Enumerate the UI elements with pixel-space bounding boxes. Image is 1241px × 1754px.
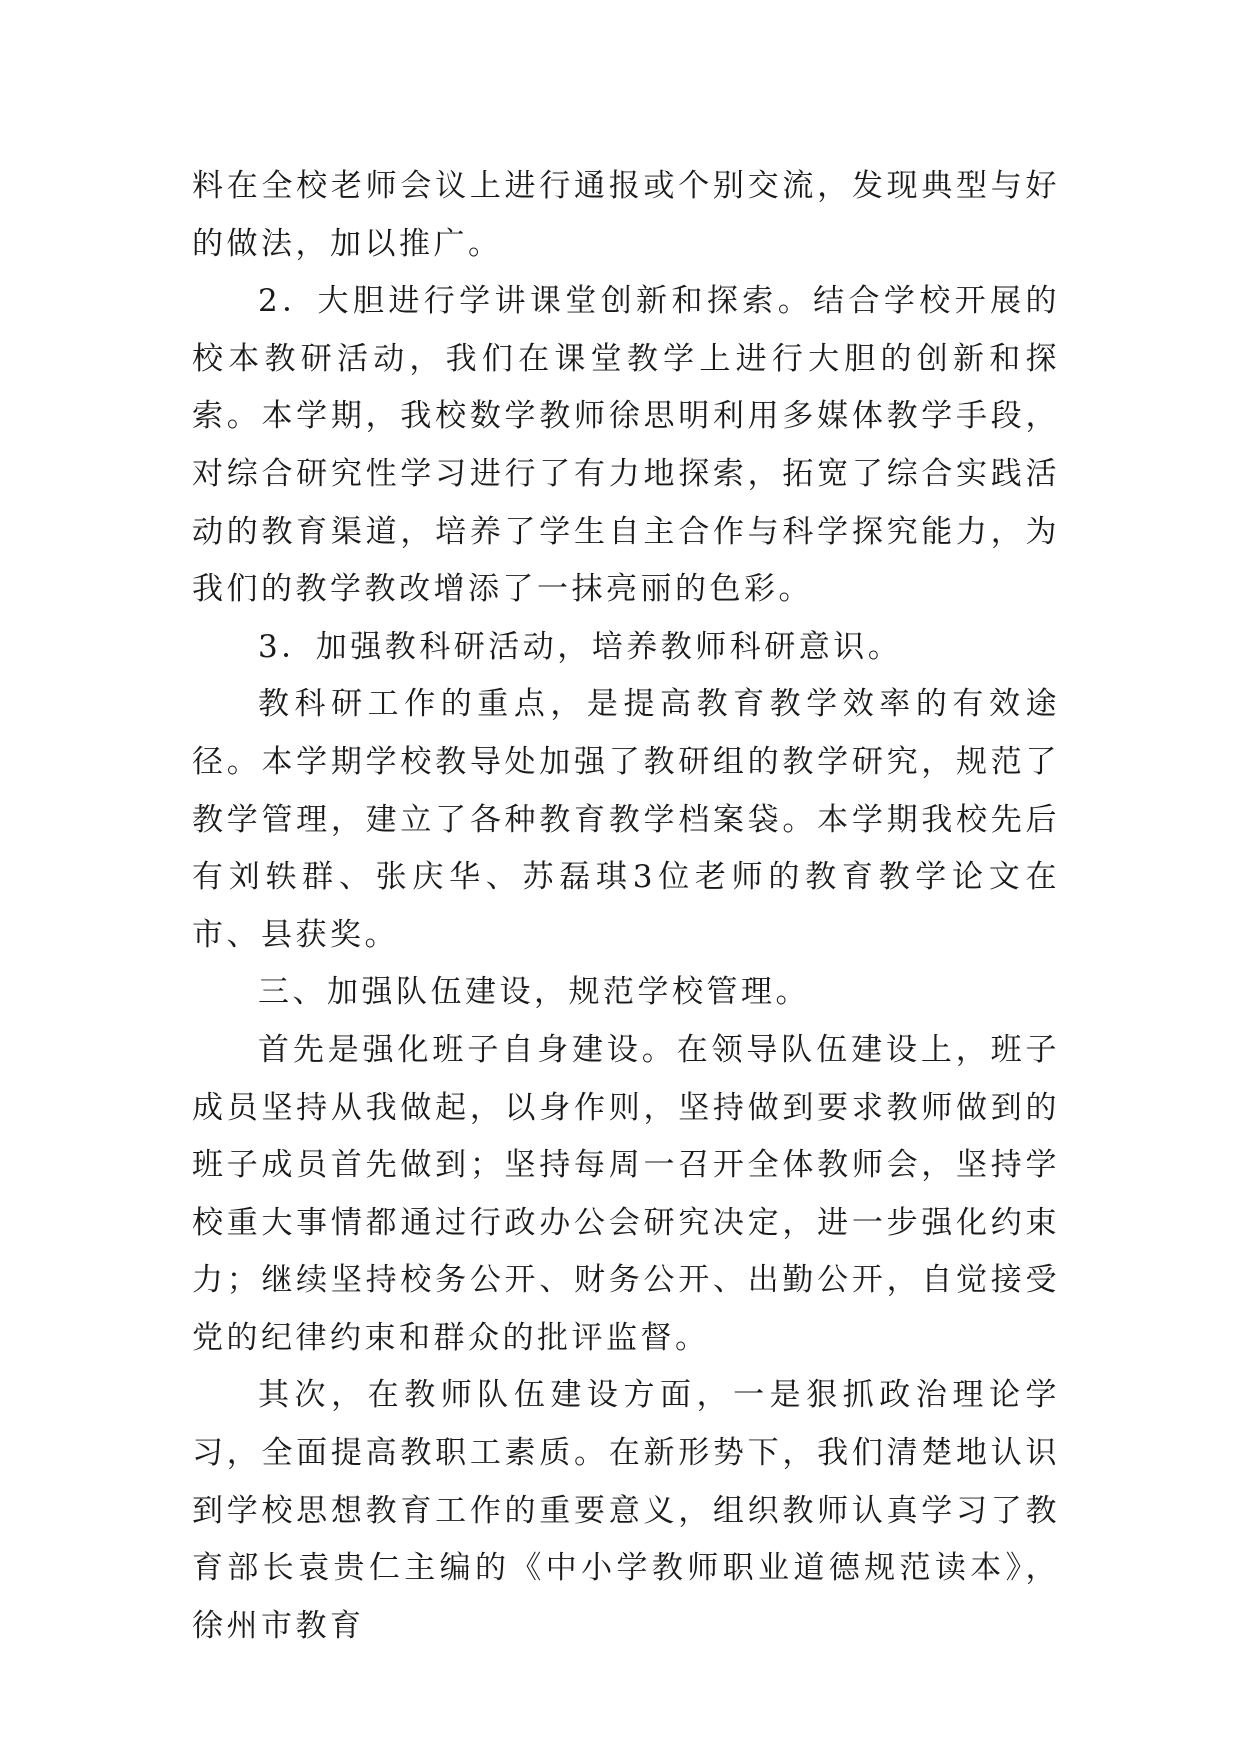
paragraph-teacher-team: 其次，在教师队伍建设方面，一是狠抓政治理论学习，全面提高教职工素质。在新形势下，我们清楚地认识到学校思想教育工作的重要意义，组织教师认真学习了教育部长袁贵仁主编的《中小学教师职业道德规范读本》，徐州市教育 xyxy=(192,1377,1060,1644)
paragraph-continuation: 料在全校老师会议上进行通报或个别交流，发现典型与好的做法，加以推广。 xyxy=(192,168,1060,262)
paragraph-research-heading: 3．加强教科研活动，培养教师科研意识。 xyxy=(258,628,903,665)
paragraph-leadership: 首先是强化班子自身建设。在领导队伍建设上，班子成员坚持从我做起，以身作则，坚持做到要求教师做到的班子成员首先做到；坚持每周一召开全体教师会，坚持学校重大事情都通过行政办公会研究决定，进一步强化约束力；继续坚持校务公开、财务公开、出勤公开，自觉接受党的纪律约束和群众的批评监督。 xyxy=(192,1031,1060,1356)
document-body xyxy=(192,158,1060,1655)
section-heading-team-building: 三、加强队伍建设，规范学校管理。 xyxy=(258,974,810,1011)
paragraph-classroom-innovation: 2．大胆进行学讲课堂创新和探索。结合学校开展的校本教研活动，我们在课堂教学上进行大胆的创新和探索。本学期，我校数学教师徐思明利用多媒体教学手段，对综合研究性学习进行了有力地探索，拓宽了综合实践活动的教育渠道，培养了学生自主合作与科学探究能力，为我们的教学教改增添了一抹亮丽的色彩。 xyxy=(192,283,1060,608)
paragraph-research-focus: 教科研工作的重点，是提高教育教学效率的有效途径。本学期学校教导处加强了教研组的教学研究，规范了教学管理，建立了各种教育教学档案袋。本学期我校先后有刘轶群、张庆华、苏磊琪3位老师的教育教学论文在市、县获奖。 xyxy=(192,686,1060,953)
